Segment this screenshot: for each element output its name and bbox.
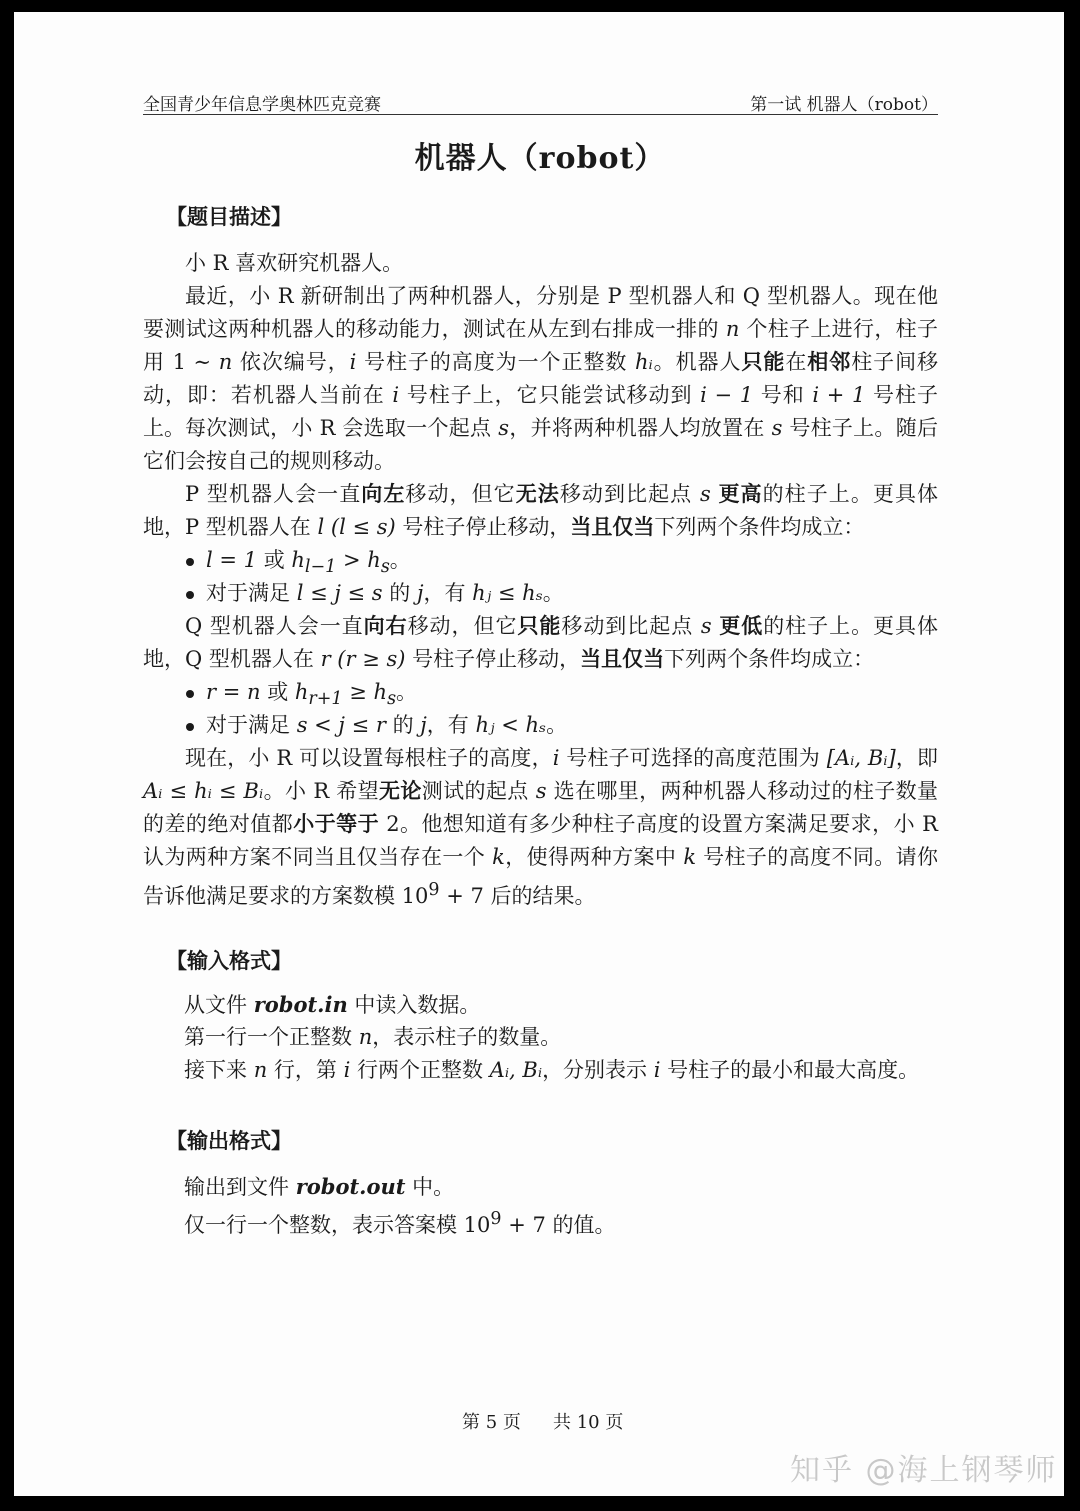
input-heading: 【输入格式】 xyxy=(166,948,292,973)
bullet-icon xyxy=(186,591,194,599)
page-number: 第 5 页 xyxy=(462,1412,521,1433)
description-p6: 现在，小 R 可以设置每根柱子的高度，i 号柱子可选择的高度范围为 [Aᵢ, Bᵢ]，即 Aᵢ ≤ hᵢ ≤ Bᵢ。小 R 希望无论测试的起点 s 选在哪里，两种机器人移动过的柱子数量的差的绝对值都小于等于 2。他想知道有多少种柱子高度的设置方案满足要求，小 R 认为两种方案不同当且仅当存在一个 k，使得两种方案中 k 号柱子的高度不同。请你告诉他满足要求的方案数模 $10^9 + 7$ 后的结果。 xyxy=(143,746,939,908)
bullet-icon xyxy=(186,723,194,731)
description-p3: 每次测试，小 R 会选取一个起点 s，并将两种机器人均放置在 s 号柱子上。随后它们会按自己的规则移动。 xyxy=(143,416,938,473)
watermark: 知乎 @海上钢琴师 xyxy=(790,1453,1058,1488)
page-header xyxy=(143,88,938,115)
input-line-1: 从文件 robot.in 中读入数据。 xyxy=(184,992,481,1017)
description-p5: Q 型机器人会一直向右移动，但它只能移动到比起点 s 更低的柱子上。更具体地，Q 型机器人在 r (r ≥ s) 号柱子停止移动，当且仅当下列两个条件均成立： xyxy=(143,614,938,671)
p-condition-2: 对于满足 l ≤ j ≤ s 的 j，有 hⱼ ≤ hₛ。 xyxy=(186,577,564,610)
description-p2: 最近，小 R 新研制出了两种机器人，分别是 P 型机器人和 Q 型机器人。现在他要测试这两种机器人的移动能力，测试在从左到右排成一排的 n 个柱子上进行，柱子用 1 ∼ n 依次编号，i 号柱子的高度为一个正整数 hᵢ。机器人只能在相邻柱子间移动，即：若机器人当前在 i 号柱子上，它只能尝试移动到 i − 1 号和 i + 1 号柱子上。 xyxy=(143,284,939,440)
bullet-icon xyxy=(186,558,194,566)
q-condition-2: 对于满足 s < j ≤ r 的 j，有 hⱼ < hₛ。 xyxy=(186,709,567,742)
output-line-1: 输出到文件 robot.out 中。 xyxy=(184,1174,455,1199)
header-contest-name: 全国青少年信息学奥林匹克竞赛 xyxy=(143,95,381,115)
description-p4: P 型机器人会一直向左移动，但它无法移动到比起点 s 更高的柱子上。更具体地，P 型机器人在 l (l ≤ s) 号柱子停止移动，当且仅当下列两个条件均成立： xyxy=(143,482,939,539)
input-line-2: 第一行一个正整数 n，表示柱子的数量。 xyxy=(184,1025,562,1049)
input-line-3: 接下来 n 行，第 i 行两个正整数 Aᵢ, Bᵢ，分别表示 i 号柱子的最小和最大高度。 xyxy=(184,1058,920,1082)
q-condition-1: r = n 或 $h_{r+1} \ge h_s$。 xyxy=(186,676,417,716)
description-p1: 小 R 喜欢研究机器人。 xyxy=(185,251,404,275)
output-line-2: 仅一行一个整数，表示答案模 $10^9 + 7$ 的值。 xyxy=(184,1209,616,1237)
header-problem-name: 第一试 机器人（robot） xyxy=(750,95,938,115)
problem-title: 机器人（robot） xyxy=(414,141,666,176)
page-total: 共 10 页 xyxy=(553,1412,624,1433)
p-condition-1: l = 1 或 $h_{l-1} > h_s$。 xyxy=(186,544,411,584)
bullet-icon xyxy=(186,690,194,698)
description-heading: 【题目描述】 xyxy=(166,204,292,229)
output-heading: 【输出格式】 xyxy=(166,1128,292,1153)
